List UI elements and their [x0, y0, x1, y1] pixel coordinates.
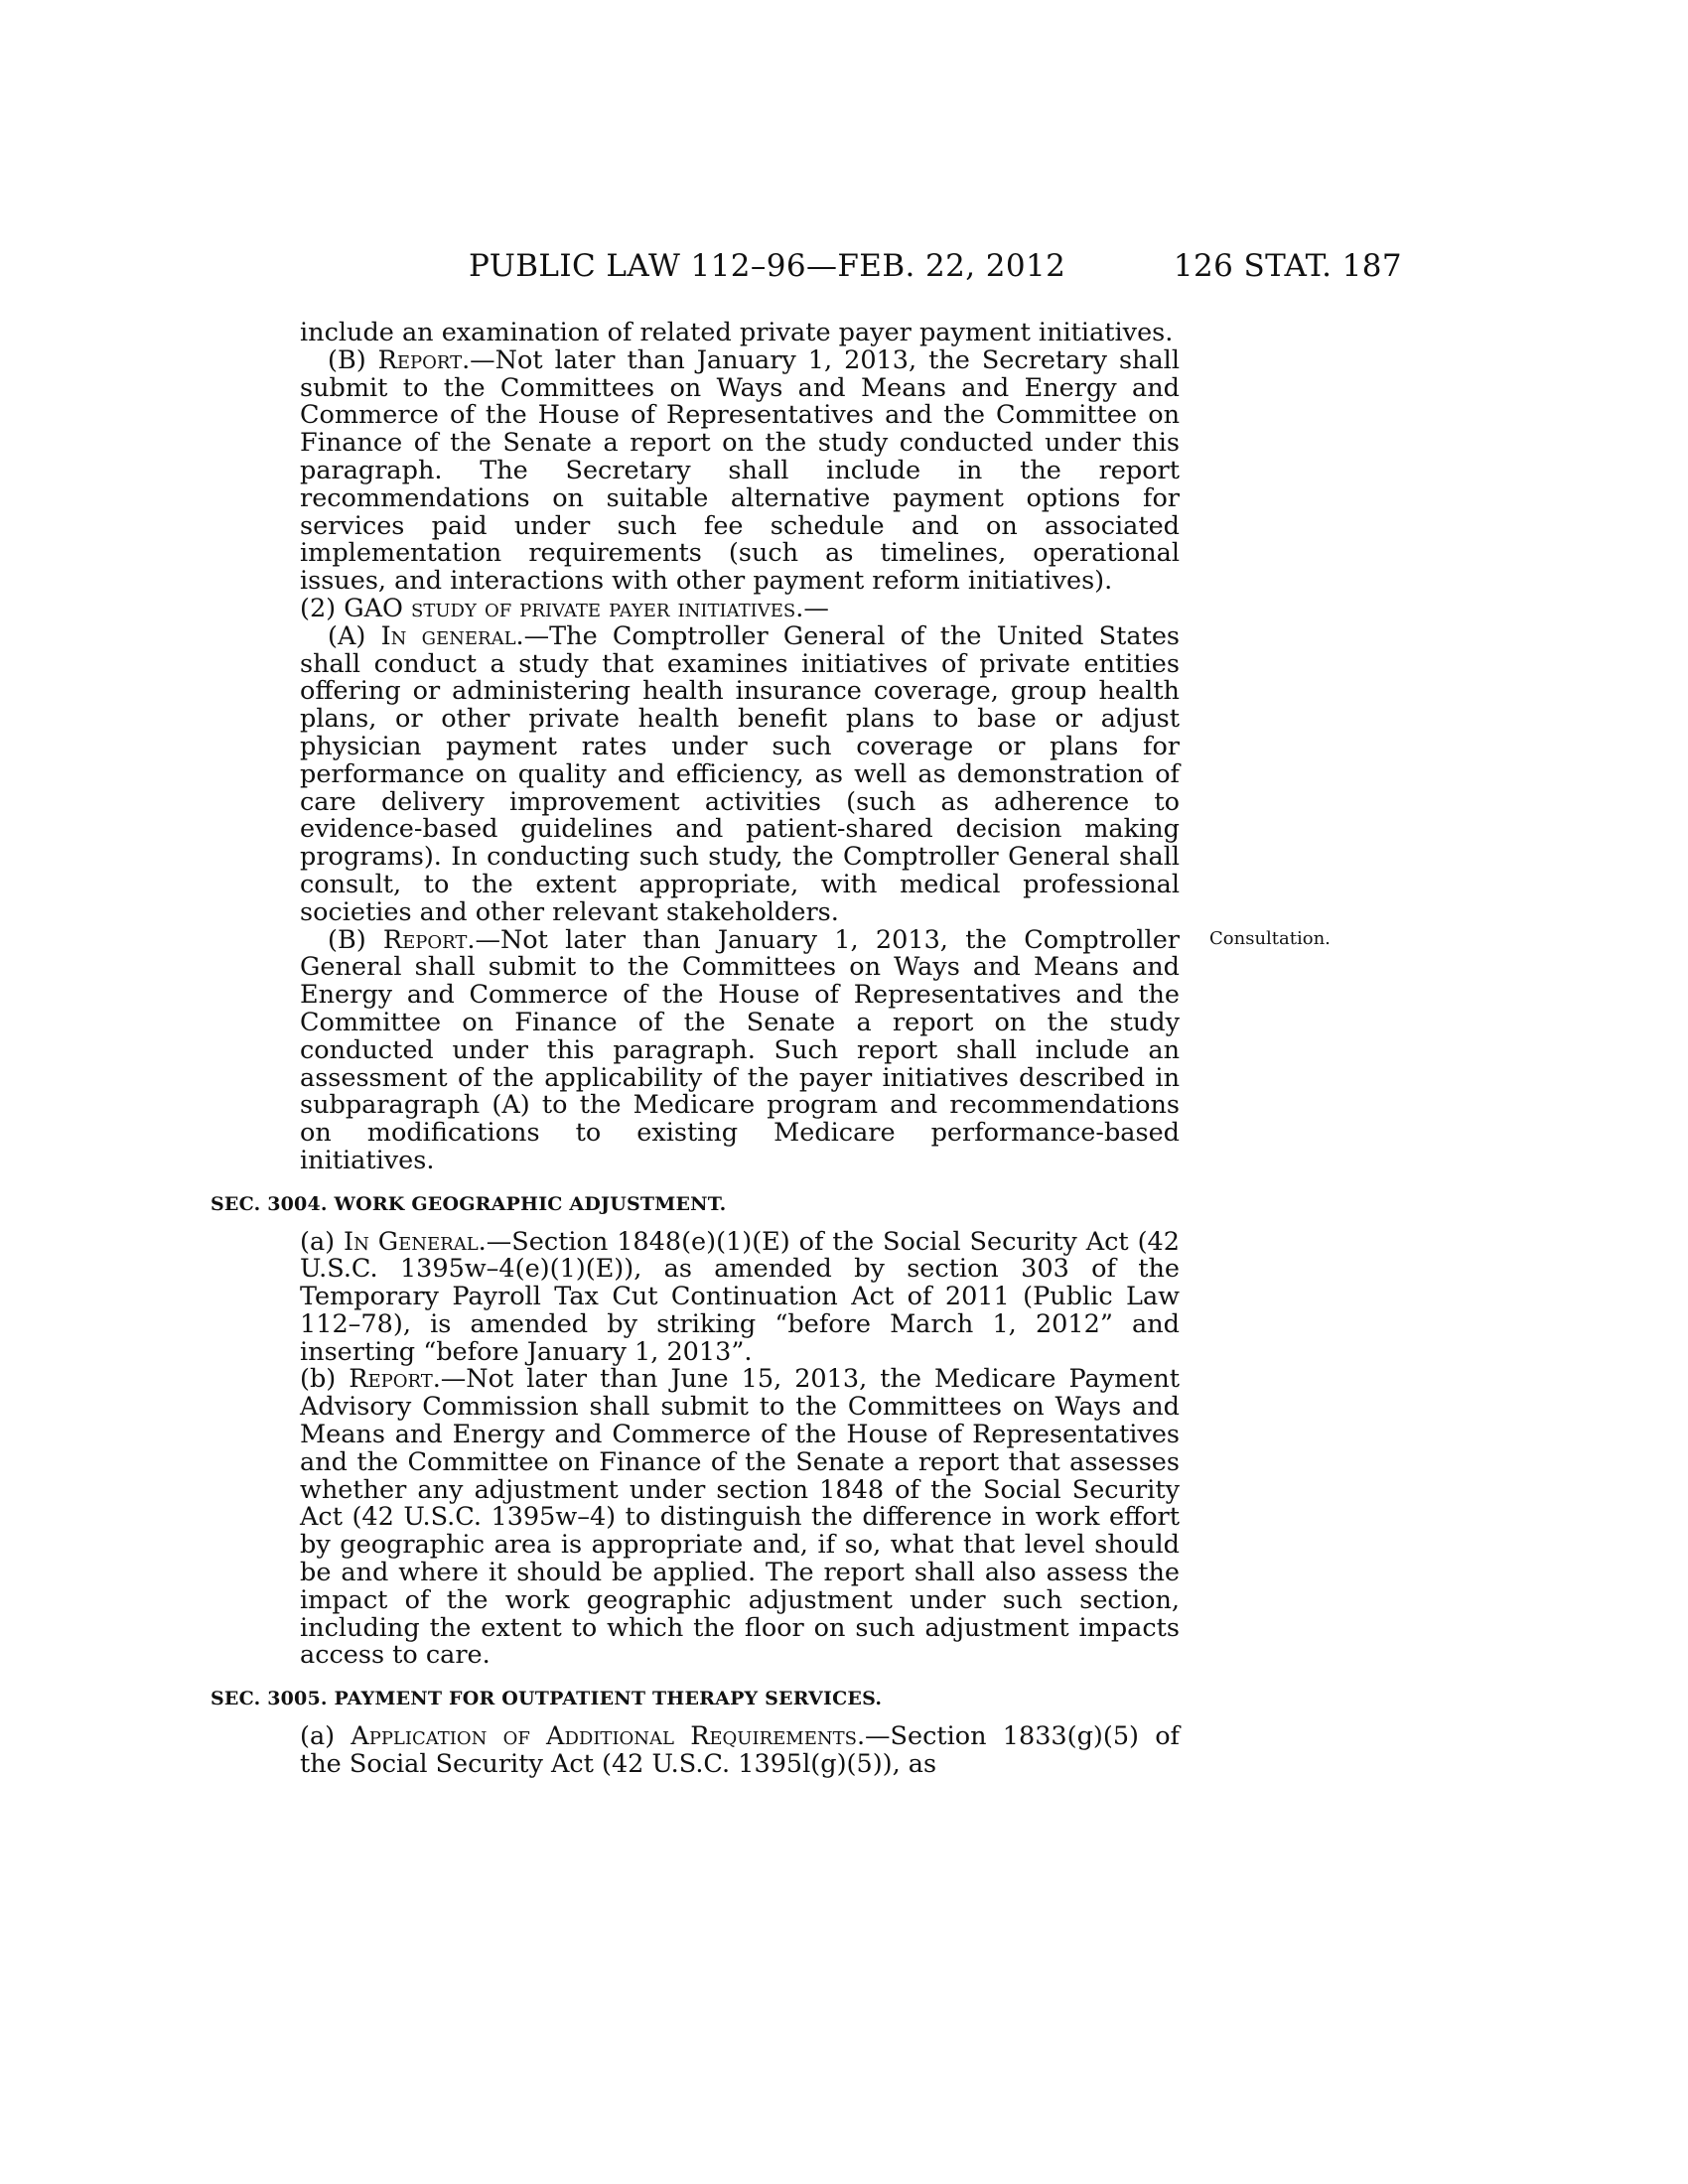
margin-note: Consultation. — [1209, 928, 1331, 949]
paragraph-text: .—Not later than January 1, 2013, the Secretary shall submit to the Committees on Ways and Means and Energy and Commerce of the House of Representatives and the Committee on Finance of the Senate a report on the study conducted under this paragraph. The Secretary shall include in the report recommendations on suitable alternative payment options for services paid under such fee schedule and on associated implementation requirements (such as timelines, operational issues, and interactions with other payment reform initiatives). — [300, 344, 1180, 597]
paragraph-heading: In General — [344, 1226, 479, 1257]
paragraph-heading: In general — [380, 620, 516, 651]
page-stat-number: 126 STAT. 187 — [1173, 248, 1402, 284]
paragraph-text: .—The Comptroller General of the United States shall conduct a study that examines initiatives of private entities offering or administering health insurance coverage, group health plans, or other private health benefit plans to base or adjust physician payment rates under such coverage or plans for performance on quality and efficiency, as well as demonstration of care delivery improvement activities (such as adherence to evidence-based guidelines and patient-shared decision making programs). In conducting such study, the Comptroller General shall consult, to the extent appropriate, with medical professional societies and other relevant stakeholders. — [300, 620, 1181, 927]
paragraph-label: (A) — [328, 620, 381, 651]
paragraph-heading: Report — [349, 1364, 433, 1395]
paragraph-3005a — [300, 1723, 1180, 1779]
section-heading-3005: SEC. 3005. PAYMENT FOR OUTPATIENT THERAPY SERVICES. — [211, 1688, 883, 1710]
paragraph-heading: Report — [377, 344, 463, 375]
paragraph-3004b — [300, 1366, 1180, 1670]
paragraph-2a-in-general — [300, 620, 1181, 927]
paragraph-label: (a) — [300, 1226, 345, 1257]
running-header-title: PUBLIC LAW 112–96—FEB. 22, 2012 — [469, 248, 1066, 284]
paragraph-heading: Report — [382, 924, 468, 955]
paragraph-label: (B) — [328, 344, 378, 375]
paragraph-label: (b) — [300, 1364, 350, 1395]
body-text-column — [211, 318, 1181, 1779]
paragraph-text: .—Not later than January 1, 2013, the Comptroller General shall submit to the Committees on Ways and Means and Energy and Commerce of the House of Representatives and the Committee on Finance of the Senate a report on the study conducted under this paragraph. Such report shall include an assessment of the applicability of the payer initiatives described in subparagraph (A) to the Medicare program and recommendations on modifications to existing Medicare performance-based initiatives. — [300, 924, 1180, 1175]
paragraph-text: .— — [795, 593, 829, 623]
paragraph-1b-report — [300, 344, 1180, 597]
paragraph-text: .—Section 1848(e)(1)(E) of the Social Security Act (42 U.S.C. 1395w–4(e)(1)(E)), as amended by section 303 of the Temporary Payroll Tax Cut Continuation Act of 2011 (Public Law 112–78), is amended by striking “before March 1, 2012” and inserting “before January 1, 2013”. — [300, 1226, 1180, 1367]
paragraph-text: .—Not later than June 15, 2013, the Medicare Payment Advisory Commission shall submit to the Committees on Ways and Means and Energy and Commerce of the House of Representatives and the Committee on Finance of the Senate a report that assesses whether any adjustment under section 1848 of the Social Security Act (42 U.S.C. 1395w–4) to distinguish the difference in work effort by geographic area is appropriate and, if so, what that level should be and where it should be applied. The report shall also assess the impact of the work geographic adjustment under such section, including the extent to which the floor on such adjustment impacts access to care. — [300, 1364, 1181, 1671]
paragraph-label: (B) — [328, 924, 383, 955]
paragraph-label: (2) — [300, 593, 345, 623]
paragraph-heading: GAO study of private payer initiatives — [344, 593, 796, 623]
paragraph-continuation: include an examination of related private payer payment initiatives. — [300, 318, 1174, 347]
paragraph-2-gao-study — [300, 593, 1180, 623]
paragraph-text: .—Section 1833(g)(5) of the Social Security Act (42 U.S.C. 1395l(g)(5)), as — [300, 1721, 1180, 1779]
paragraph-3004a — [300, 1226, 1180, 1367]
paragraph-2b-report — [300, 924, 1180, 1175]
paragraph-label: (a) — [300, 1721, 352, 1752]
section-heading-3004: SEC. 3004. WORK GEOGRAPHIC ADJUSTMENT. — [211, 1192, 727, 1215]
paragraph-heading: Application of Additional Requirements — [351, 1721, 857, 1752]
